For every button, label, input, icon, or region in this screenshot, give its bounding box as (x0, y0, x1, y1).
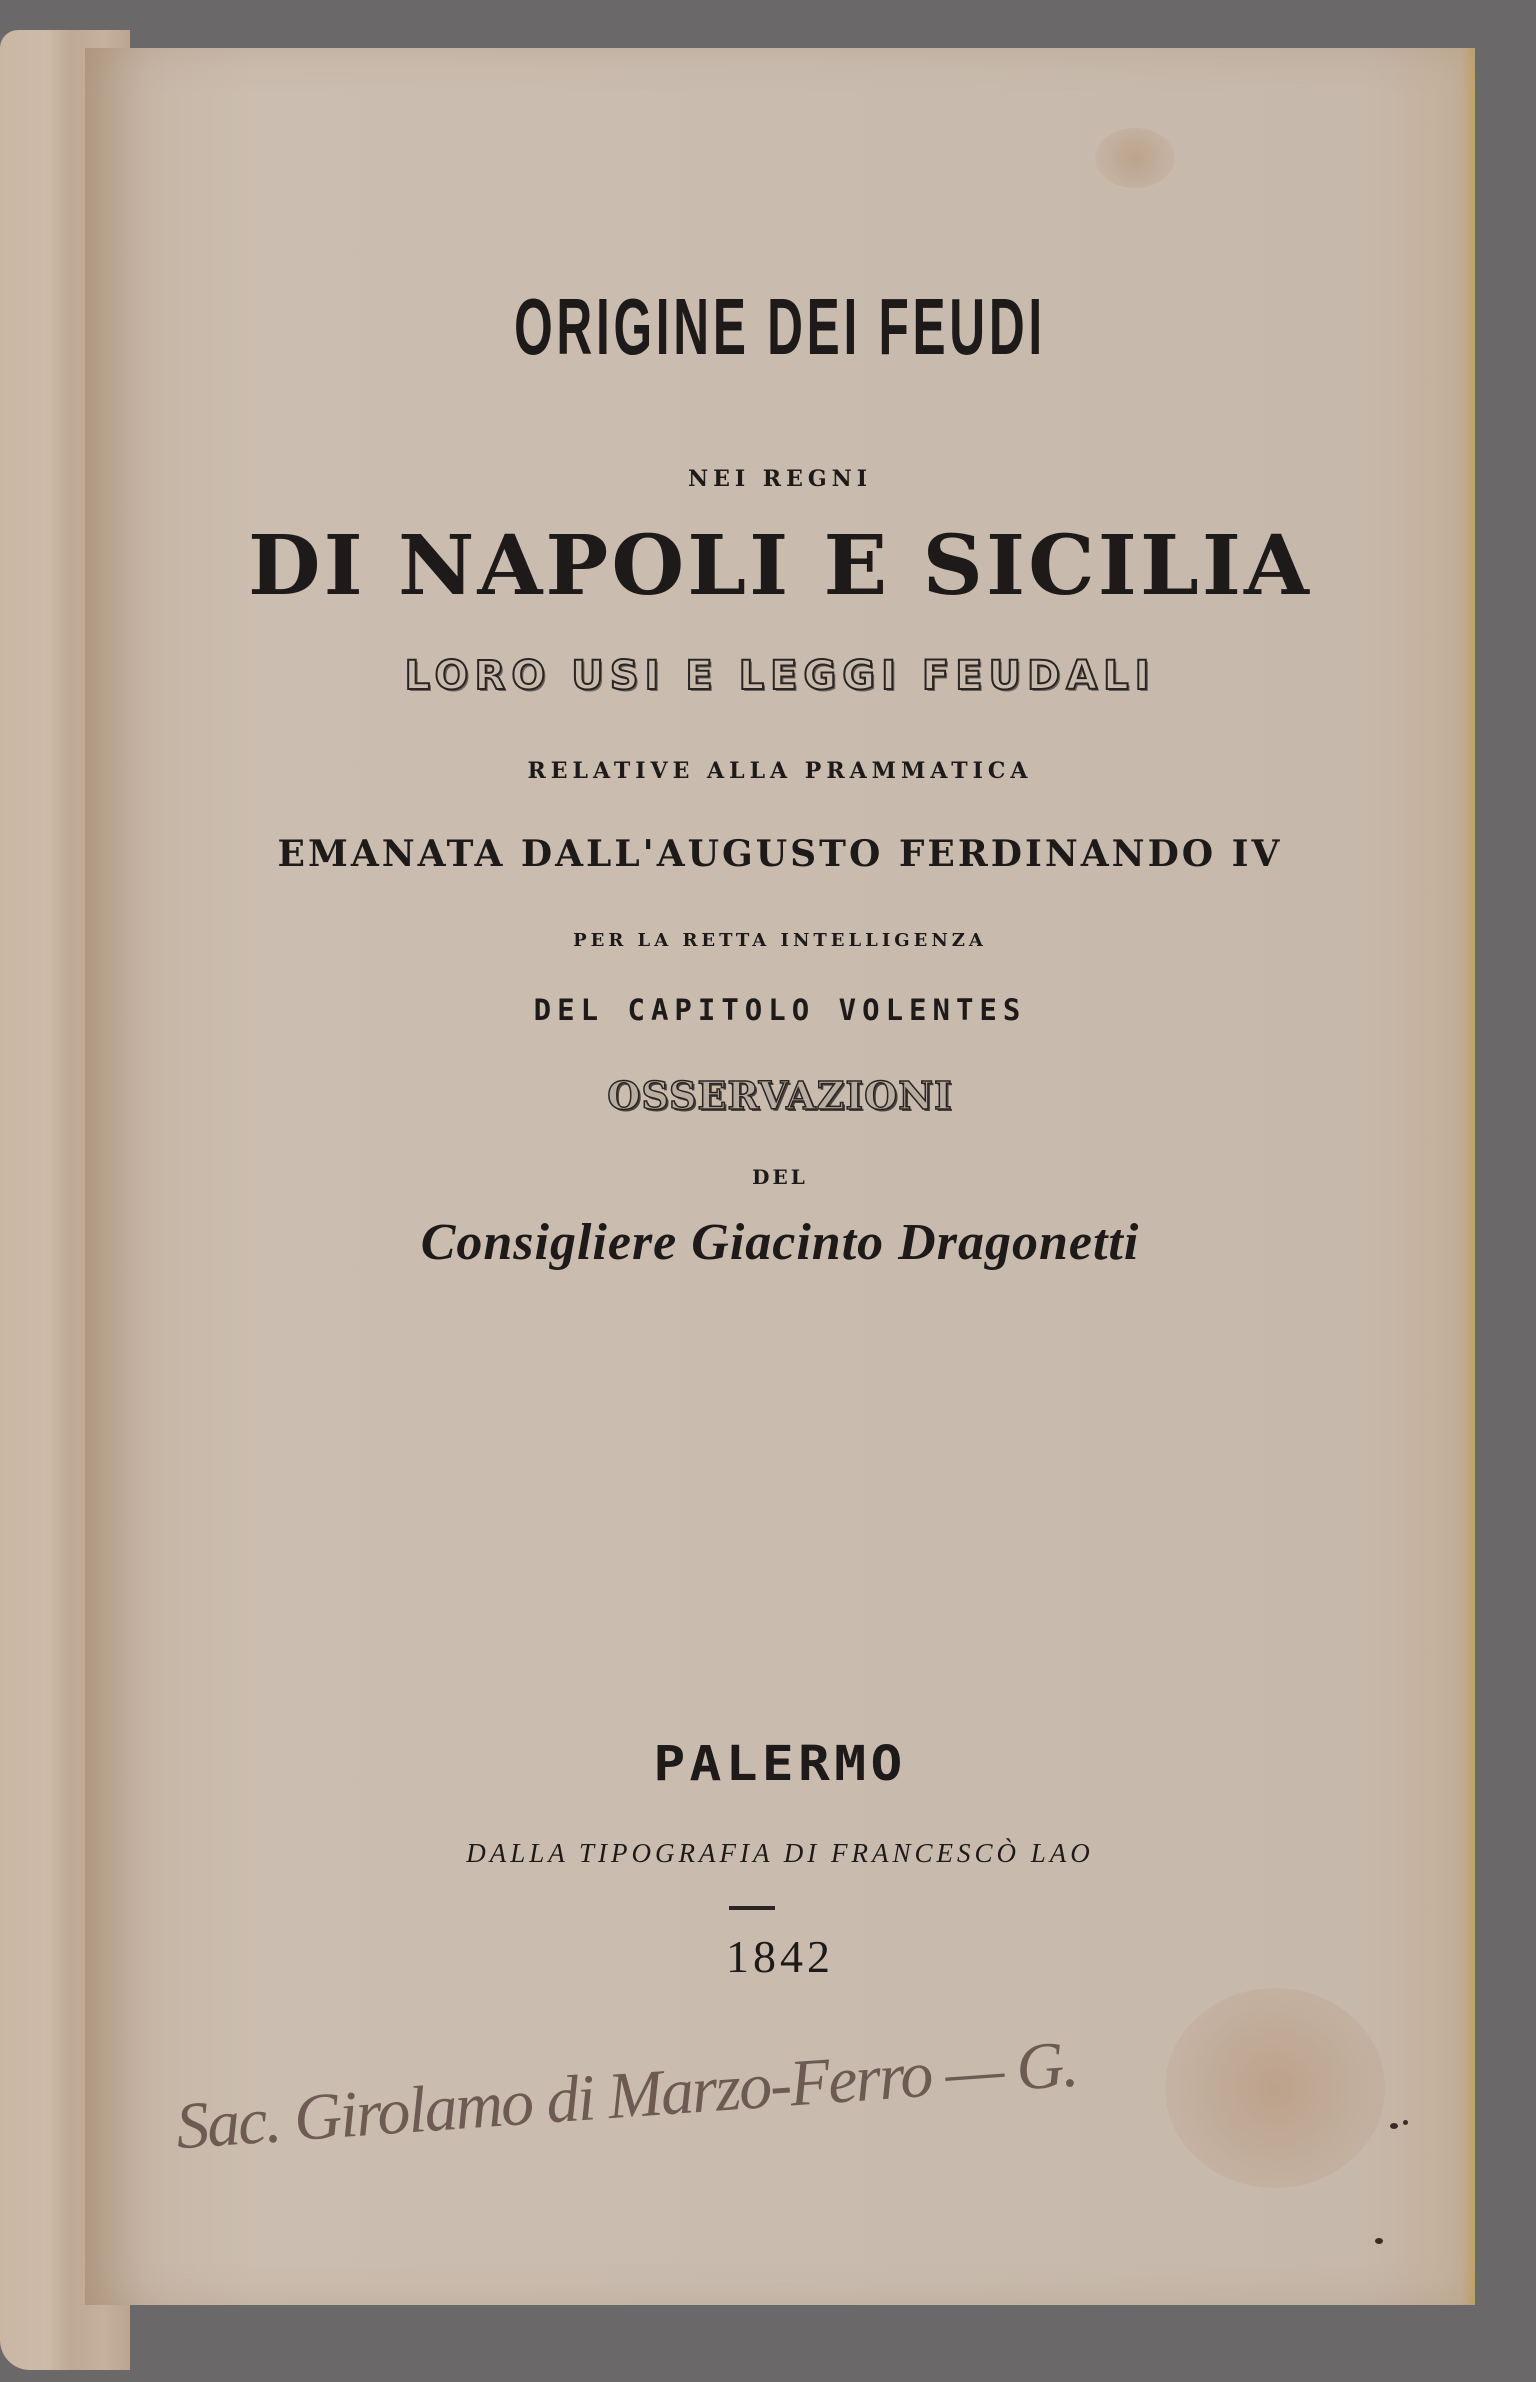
foxing-stain (1165, 1988, 1385, 2188)
publication-city: PALERMO (653, 1736, 907, 1792)
capitolo-line: DEL CAPITOLO VOLENTES (533, 993, 1027, 1027)
del-line: DEL (752, 1165, 808, 1189)
per-la-retta-line: PER LA RETTA INTELLIGENZA (573, 930, 987, 951)
publication-year: 1842 (726, 1931, 834, 1982)
subtitle: LORO USI E LEGGI FEUDALI (404, 653, 1156, 699)
divider-dash (729, 1906, 775, 1910)
title-connector-nei-regni: NEI REGNI (687, 466, 873, 492)
title-regions: DI NAPOLI E SICILIA (248, 518, 1312, 614)
osservazioni-heading: OSSERVAZIONI (607, 1073, 953, 1118)
relative-line: RELATIVE ALLA PRAMMATICA (527, 758, 1033, 784)
foxing-stain (1095, 128, 1175, 188)
emanata-line: EMANATA DALL'AUGUSTO FERDINANDO IV (277, 833, 1283, 875)
title-page (85, 48, 1475, 2305)
paper-speck (1403, 2120, 1408, 2125)
author-name: Consigliere Giacinto Dragonetti (420, 1214, 1140, 1271)
paper-speck (1390, 2123, 1398, 2129)
handwritten-inscription: Sac. Girolamo di Marzo-Ferro — G. (173, 2027, 1079, 2164)
book-title: ORIGINE DEI FEUDI (514, 282, 1046, 371)
printer-line: DALLA TIPOGRAFIA DI FRANCESCÒ LAO (466, 1838, 1094, 1868)
paper-speck (1375, 2238, 1383, 2244)
